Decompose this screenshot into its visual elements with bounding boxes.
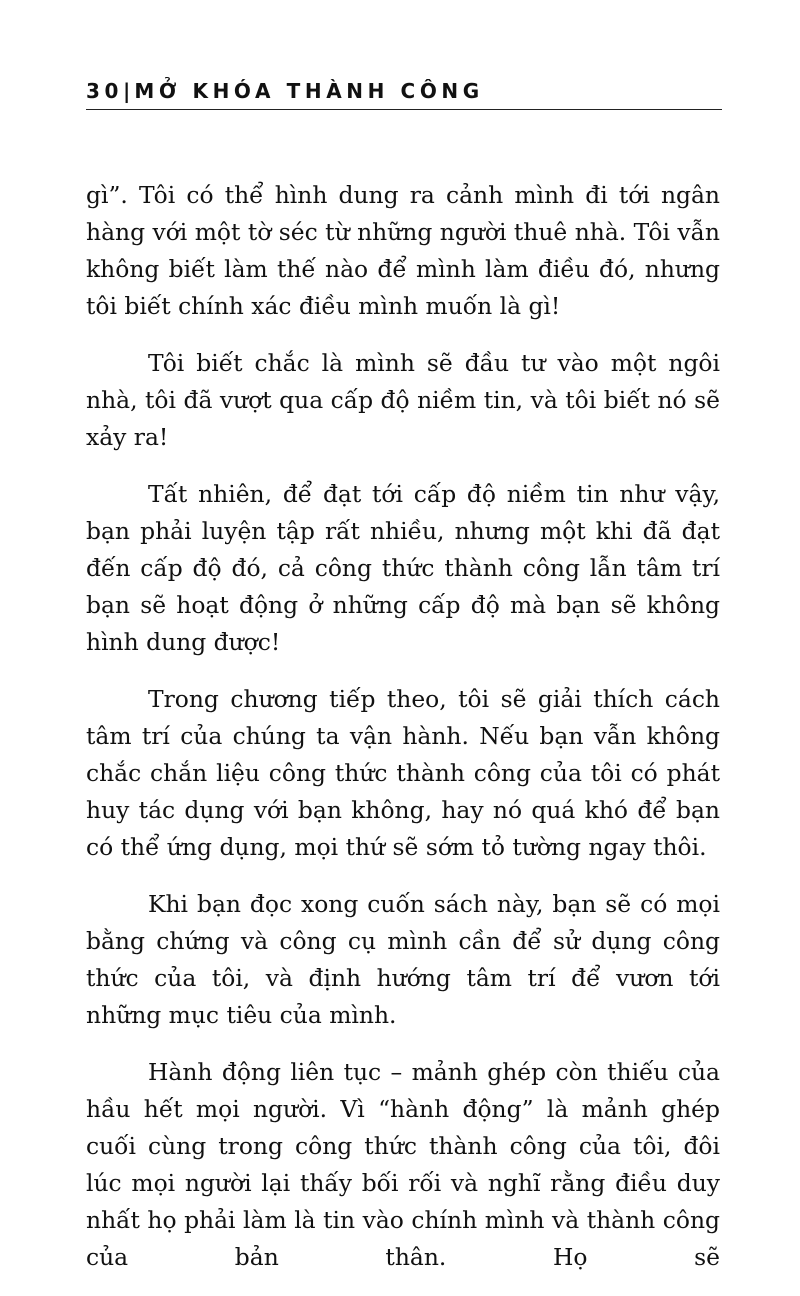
paragraph: Tôi biết chắc là mình sẽ đầu tư vào một ngôi nhà, tôi đã vượt qua cấp độ niềm tin, và tôi biết nó sẽ xảy ra!: [86, 349, 720, 451]
running-header: [86, 76, 722, 110]
header-separator: |: [123, 79, 135, 103]
book-title: MỞ KHÓA THÀNH CÔNG: [134, 79, 484, 103]
header-line: [86, 76, 722, 106]
paragraph: Khi bạn đọc xong cuốn sách này, bạn sẽ có mọi bằng chứng và công cụ mình cần để sử dụng công thức của tôi, và định hướng tâm trí để vươn tới những mục tiêu của mình.: [86, 890, 720, 1029]
page-number: 30: [86, 79, 124, 103]
page-body: [86, 177, 720, 1296]
paragraph: Trong chương tiếp theo, tôi sẽ giải thích cách tâm trí của chúng ta vận hành. Nếu bạn vẫn không chắc chắn liệu công thức thành công của tôi có phát huy tác dụng với bạn không, hay nó quá khó để bạn có thể ứng dụng, mọi thứ sẽ sớm tỏ tường ngay thôi.: [86, 685, 720, 861]
paragraph-continued: gì”. Tôi có thể hình dung ra cảnh mình đi tới ngân hàng với một tờ séc từ những người thuê nhà. Tôi vẫn không biết làm thế nào để mình làm điều đó, nhưng tôi biết chính xác điều mình muốn là gì!: [86, 181, 720, 320]
paragraph: Tất nhiên, để đạt tới cấp độ niềm tin như vậy, bạn phải luyện tập rất nhiều, nhưng một khi đã đạt đến cấp độ đó, cả công thức thành công lẫn tâm trí bạn sẽ hoạt động ở những cấp độ mà bạn sẽ không hình dung được!: [86, 480, 720, 656]
paragraph-continues-next-page: Hành động liên tục – mảnh ghép còn thiếu của hầu hết mọi người. Vì “hành động” là mảnh ghép cuối cùng trong công thức thành công của tôi, đôi lúc mọi người lại thấy bối rối và nghĩ rằng điều duy nhất họ phải làm là tin vào chính mình và thành công của bản thân. Họ sẽ: [86, 1058, 720, 1271]
